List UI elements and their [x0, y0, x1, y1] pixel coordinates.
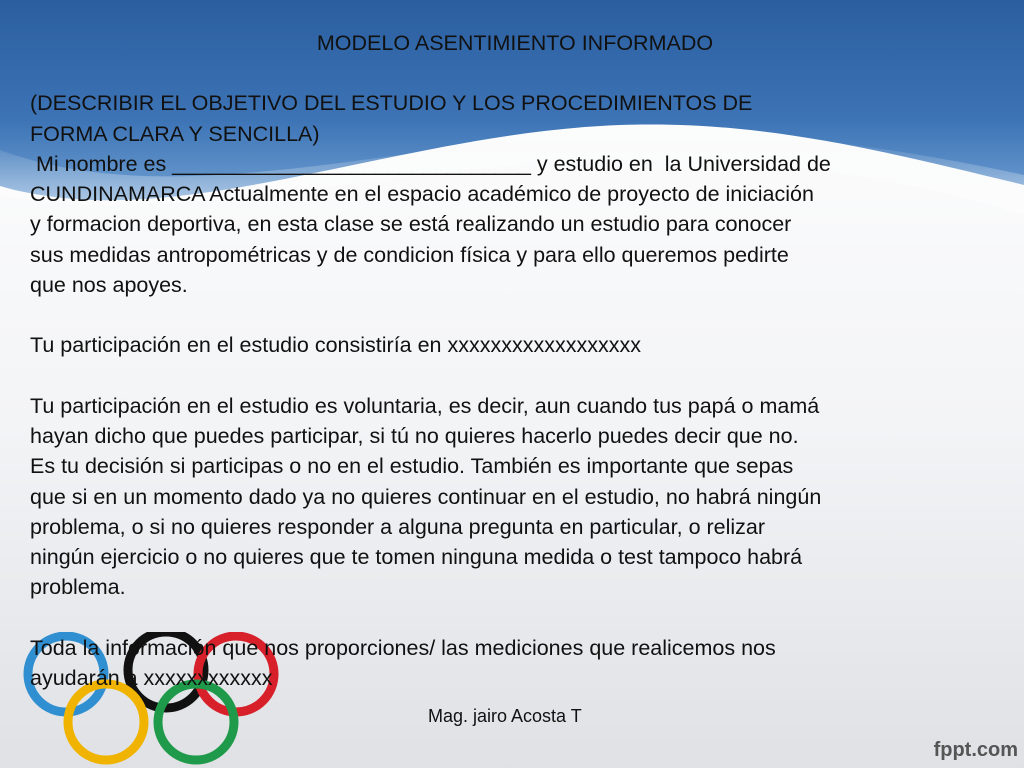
intro-line: sus medidas antropométricas y de condicion física y para ello queremos pedirte: [30, 242, 789, 267]
voluntary-line: hayan dicho que puedes participar, si tú no quieres hacerlo puedes decir que no.: [30, 423, 799, 448]
voluntary-line: Es tu decisión si participas o no en el estudio. También es importante que sepas: [30, 454, 794, 479]
voluntary-line: Tu participación en el estudio es voluntaria, es decir, aun cuando tus papá o mamá: [30, 393, 820, 418]
voluntary-line: que si en un momento dado ya no quieres continuar en el estudio, no habrá ningún: [30, 484, 822, 509]
information-line: ayudarán a xxxxxxxxxxxx: [30, 666, 273, 691]
slide-title: MODELO ASENTIMIENTO INFORMADO: [316, 31, 714, 55]
voluntary-line: ningún ejercicio o no quieres que te tomen ninguna medida o test tampoco habrá: [30, 545, 803, 570]
intro-line: que nos apoyes.: [30, 273, 188, 298]
instruction-line: (DESCRIBIR EL OBJETIVO DEL ESTUDIO Y LOS PROCEDIMIENTOS DE: [30, 91, 753, 116]
author-name: Mag. jairo Acosta T: [428, 706, 582, 726]
brand-watermark: fppt.com: [933, 739, 1018, 761]
voluntary-line: problema, o si no quieres responder a alguna pregunta en particular, o relizar: [30, 514, 766, 539]
intro-line: y formacion deportiva, en esta clase se está realizando un estudio para conocer: [30, 212, 792, 237]
intro-line: CUNDINAMARCA Actualmente en el espacio académico de proyecto de iniciación: [30, 182, 814, 207]
information-line: Toda la información que nos proporciones/ las mediciones que realicemos nos: [30, 635, 776, 660]
voluntary-line: problema.: [30, 575, 126, 600]
instruction-line: FORMA CLARA Y SENCILLA): [30, 121, 320, 146]
consent-text: [30, 28, 990, 693]
participation-line: Tu participación en el estudio consistiría en xxxxxxxxxxxxxxxxxx: [30, 333, 641, 358]
intro-line: Mi nombre es ______________________________ y estudio en la Universidad de: [30, 151, 831, 176]
